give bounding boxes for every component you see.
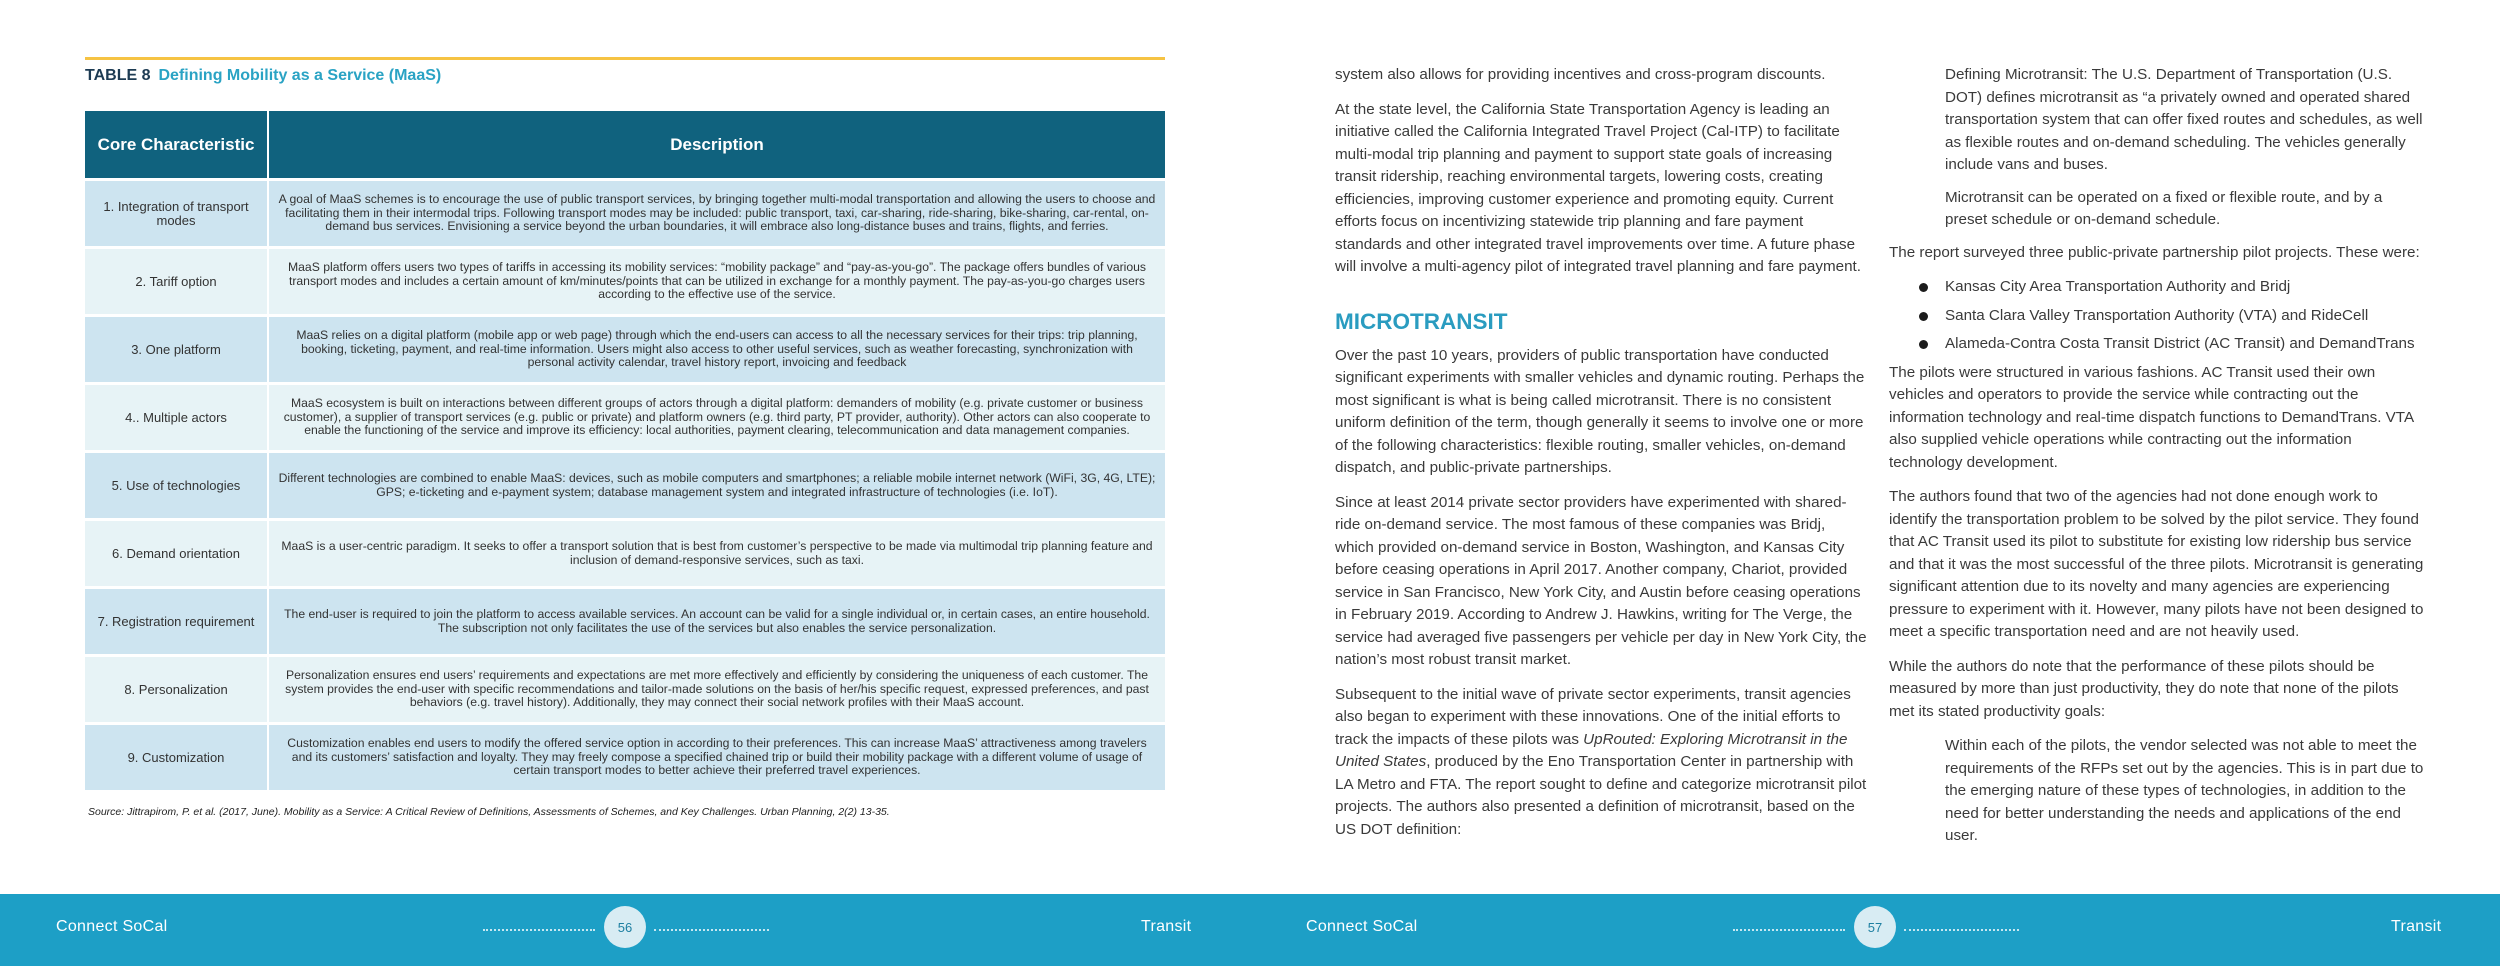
- paragraph-private-sector: Since at least 2014 private sector providers have experimented with shared-ride on-demand service. The most famous of these companies was Bridj, which provided on-demand service in Boston, Washington, and Kansas City before ceasing operations in April 2017. Another company, Chariot, provided service in San Francisco, New York City, and Austin before ceasing operations in February 2019. According to Andrew J. Hawkins, writing for The Verge, the service had averaged five passengers per vehicle per day in New York City, the nation’s most robust transit market.: [1335, 493, 1867, 668]
- footer-brand-right: Connect SoCal: [1306, 918, 1418, 935]
- paragraph-intro: system also allows for providing incentives and cross-program discounts.: [1335, 66, 1826, 83]
- table-row: [85, 181, 1165, 246]
- table-row: [85, 317, 1165, 382]
- characteristic-cell: 9. Customization: [85, 725, 269, 790]
- table-row: [85, 385, 1165, 450]
- footer-dots-left-b: [654, 929, 769, 931]
- table-row: [85, 521, 1165, 586]
- description-cell: Different technologies are combined to enable MaaS: devices, such as mobile computers and smartphones; a reliable mobile internet network (WiFi, 3G, 4G, LTE); GPS; e-ticketing and e-payment system; database management system and integrated infrastructure of technologies (i.e. IoT).: [269, 453, 1165, 518]
- description-cell: MaaS relies on a digital platform (mobile app or web page) through which the end-users can access to all the necessary services for their trips: trip planning, booking, ticketing, payment, and real-time information. Users might also access to other useful services, such as weather forecasting, synchronization with personal activity calendar, travel history report, invoicing and feedback: [269, 317, 1165, 382]
- table-title: Defining Mobility as a Service (MaaS): [158, 67, 442, 84]
- table-row: [85, 249, 1165, 314]
- report-title-italic: UpRouted: Exploring Microtransit in the United States: [1335, 730, 1848, 770]
- paragraph-performance: While the authors do note that the performance of these pilots should be measured by more than just productivity, they do note that none of the pilots met its stated productivity goals:: [1889, 657, 2399, 720]
- footer-dots-left-a: [483, 929, 595, 931]
- characteristic-cell: 3. One platform: [85, 317, 269, 382]
- block-quote-definition: [1889, 64, 2427, 232]
- paragraph-findings: The authors found that two of the agencies had not done enough work to identify the transportation problem to be solved by the pilot service. They found that AC Transit used its pilot to substitute for existing low ridership bus service and that it was the most successful of the three pilots. Microtransit is generating significant attention due to its novelty and many agencies are experiencing pressure to experiment with it. However, many pilots have not been designed to meet a specific transportation need and are not heavily used.: [1889, 488, 2424, 640]
- section-heading-microtransit: MICROTRANSIT: [1335, 308, 1508, 334]
- paragraph-survey: The report surveyed three public-private partnership pilot projects. These were:: [1889, 243, 2420, 261]
- footer-brand-left: Connect SoCal: [56, 918, 168, 935]
- characteristic-cell: 8. Personalization: [85, 657, 269, 722]
- description-cell: MaaS platform offers users two types of tariffs in accessing its mobility services: “mobility package” and “pay-as-you-go”. The package offers bundles of various transport modes and includes a certain amount of km/minutes/points that can be utilized in exchange for a monthly payment. The pay-as-you-go charges users according to the effective use of the service.: [269, 249, 1165, 314]
- maas-table: [85, 108, 1165, 793]
- list-item: [1889, 276, 2427, 299]
- characteristic-cell: 6. Demand orientation: [85, 521, 269, 586]
- header-rule: [85, 57, 1165, 60]
- description-cell: Personalization ensures end users’ requirements and expectations are met more effectively and efficiently by considering the uniqueness of each customer. The system provides the end-user with specific recommendations and tailor-made solutions on the basis of her/his specific request, expressed preferences, and past behaviors (e.g. travel history). Additionally, they may connect their social network profiles with their MaaS account.: [269, 657, 1165, 722]
- bullet-icon: [1919, 283, 1928, 292]
- page-number-right: 57: [1854, 906, 1896, 948]
- list-item-text: Alameda-Contra Costa Transit District (AC Transit) and DemandTrans: [1945, 335, 2415, 352]
- paragraph-subsequent-start: Subsequent to the initial wave of private sector experiments, transit agencies also began to experiment with these innovations. One of the initial efforts to track the impacts of these pilots was: [1335, 685, 1851, 748]
- right-page-column-2: [1889, 64, 2427, 858]
- paragraph-overview: Over the past 10 years, providers of public transportation have conducted significant experiments with smaller vehicles and dynamic routing. Perhaps the most significant is what is being called microtransit. There is no consistent uniform definition of the term, though generally it seems to involve one or more of the following characteristics: flexible routing, smaller vehicles, on-demand dispatch, and public-private partnerships.: [1335, 346, 1865, 476]
- footer-dots-right-b: [1904, 929, 2019, 931]
- table-caption: [85, 67, 441, 85]
- column-header-characteristic: Core Characteristic: [85, 111, 269, 178]
- table-source-note: Source: Jittrapirom, P. et al. (2017, June). Mobility as a Service: A Critical Review of Definitions, Assessments of Schemes, and Key Challenges. Urban Planning, 2(2) 13-35.: [88, 806, 890, 818]
- quote-operation: Microtransit can be operated on a fixed or flexible route, and by a preset schedule or on-demand schedule.: [1945, 188, 2383, 228]
- description-cell: Customization enables end users to modify the offered service option in according to their preferences. This can increase MaaS’ attractiveness among travelers and its customers’ satisfaction and loyalty. They may freely compose a specified chained trip or build their mobility package with a different volume of usage of certain transport modes to better achieve their preferred travel experiences.: [269, 725, 1165, 790]
- right-page-column-1: [1335, 64, 1867, 853]
- description-cell: A goal of MaaS schemes is to encourage the use of public transport services, by bringing together multi-modal transportation and allowing the users to choose and facilitating them in their intermodal trips. Following transport modes may be included: public transport, taxi, car-sharing, ride-sharing, bike-sharing, car-rental, on-demand bus services. Envisioning a service beyond the urban boundaries, it will embrace also long-distance buses and trains, flights, and ferries.: [269, 181, 1165, 246]
- list-item: [1889, 305, 2427, 328]
- characteristic-cell: 7. Registration requirement: [85, 589, 269, 654]
- footer-dots-right-a: [1733, 929, 1845, 931]
- table-number: TABLE 8: [85, 67, 151, 84]
- page-number-left: 56: [604, 906, 646, 948]
- characteristic-cell: 5. Use of technologies: [85, 453, 269, 518]
- page-footer: [0, 894, 2500, 966]
- paragraph-subsequent-end: , produced by the Eno Transportation Center in partnership with LA Metro and FTA. The report sought to define and categorize microtransit pilot projects. The authors also presented a definition of microtransit, based on the US DOT definition:: [1335, 753, 1867, 838]
- table-row: [85, 589, 1165, 654]
- description-cell: MaaS is a user-centric paradigm. It seeks to offer a transport solution that is best from customer’s perspective to be made via multimodal trip planning feature and inclusion of demand-responsive services, such as taxi.: [269, 521, 1165, 586]
- list-item-text: Santa Clara Valley Transportation Authority (VTA) and RideCell: [1945, 306, 2369, 324]
- table-header-row: [85, 111, 1165, 178]
- table-row: [85, 453, 1165, 518]
- description-cell: MaaS ecosystem is built on interactions between different groups of actors through a digital platform: demanders of mobility (e.g. private customer or business customer), a supplier of transport services (e.g. public or private) and platform owners (e.g. third party, PT provider, authority). Other actors can also cooperate to enable the functioning of the service and improve its efficiency: local authorities, payment clearing, telecommunication and data management companies.: [269, 385, 1165, 450]
- characteristic-cell: 1. Integration of transport modes: [85, 181, 269, 246]
- description-cell: The end-user is required to join the platform to access available services. An account can be valid for a single individual or, in certain cases, an entire household. The subscription not only facilitates the use of the services but also enables the service personalization.: [269, 589, 1165, 654]
- characteristic-cell: 2. Tariff option: [85, 249, 269, 314]
- paragraph-state-level: At the state level, the California State Transportation Agency is leading an initiative called the California Integrated Travel Project (Cal-ITP) to facilitate multi-modal trip planning and payment to support state goals of increasing transit ridership, reaching environmental targets, lowering costs, creating efficiencies, improving customer experience and promoting equity. Current efforts focus on incentivizing statewide trip planning and fare payment standards and other integrated travel improvements over time. A future phase will involve a multi-agency pilot of integrated travel planning and fare payment.: [1335, 100, 1861, 275]
- list-item-text: Kansas City Area Transportation Authority and Bridj: [1945, 278, 2291, 295]
- footer-section-left: Transit: [1141, 918, 1192, 935]
- quote-within-pilots: Within each of the pilots, the vendor selected was not able to meet the requirements of the RFPs set out by the agencies. This is in part due to the emerging nature of these types of technologies, in addition to the need for better understanding the needs and applications of the end user.: [1945, 737, 2424, 844]
- block-quote-findings: [1889, 735, 2427, 848]
- paragraph-pilots-structure: The pilots were structured in various fashions. AC Transit used their own vehicles and operators to provide the service while contracting out the information technology and real-time dispatch functions to DemandTrans. VTA also supplied vehicle operations while contracting out the information technology development.: [1889, 363, 2414, 471]
- column-header-description: Description: [269, 111, 1165, 178]
- paragraph-subsequent: [1335, 684, 1867, 842]
- quote-defining-microtransit: Defining Microtransit: The U.S. Department of Transportation (U.S. DOT) defines microtransit as “a privately owned and operated shared transportation system that can offer fixed routes and schedules, as well as flexible routes and on-demand scheduling. The vehicles generally include vans and buses.: [1945, 66, 2423, 173]
- bullet-icon: [1919, 312, 1928, 321]
- characteristic-cell: 4.. Multiple actors: [85, 385, 269, 450]
- bullet-icon: [1919, 340, 1928, 349]
- table-row: [85, 657, 1165, 722]
- footer-section-right: Transit: [2391, 918, 2442, 935]
- table-row: [85, 725, 1165, 790]
- list-item: [1889, 333, 2427, 356]
- pilot-projects-list: [1889, 276, 2427, 356]
